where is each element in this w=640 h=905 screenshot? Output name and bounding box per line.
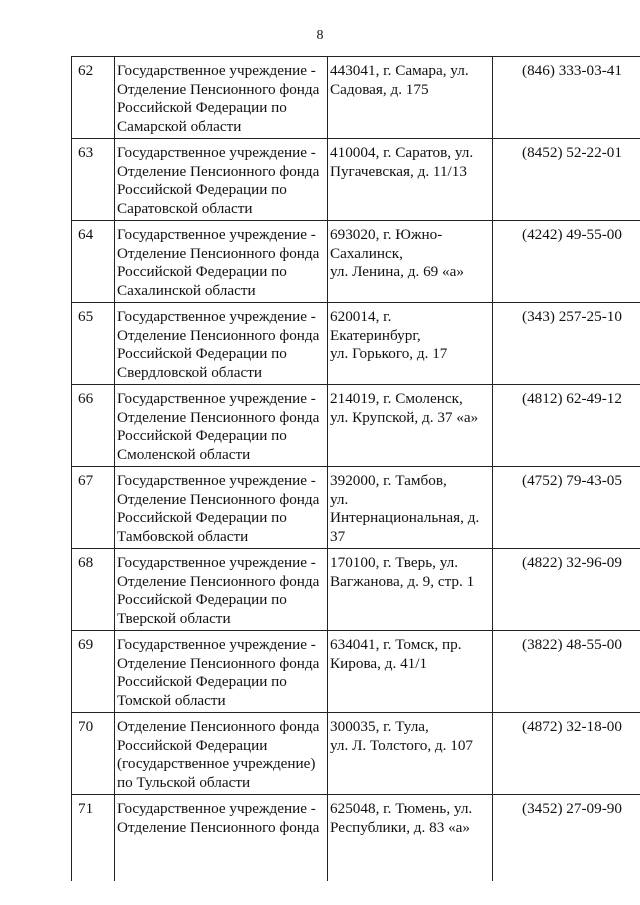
row-number: 70 [72, 713, 115, 795]
phone-cell [493, 713, 640, 795]
phone-cell [493, 303, 640, 385]
organization-name-cell [115, 549, 328, 631]
organization-name-cell [115, 385, 328, 467]
phone-cell [493, 139, 640, 221]
organization-name: Государственное учреждение - Отделение Пенсионного фонда Российской Федерации по Томской области [117, 636, 320, 709]
organization-name-cell [115, 713, 328, 795]
address: 392000, г. Тамбов, ул. Интернациональная, д. 37 [330, 472, 480, 545]
phone-cell [493, 631, 640, 713]
organization-name: Отделение Пенсионного фонда Российской Федерации (государственное учреждение) по Тульской области [117, 718, 320, 791]
table-row [72, 139, 640, 221]
phone-cell [493, 467, 640, 549]
row-number: 71 [72, 795, 115, 881]
table-row [72, 713, 640, 795]
address: 170100, г. Тверь, ул. Вагжанова, д. 9, стр. 1 [330, 554, 475, 590]
address-cell [328, 467, 493, 549]
organization-name-cell [115, 303, 328, 385]
organization-name-cell [115, 467, 328, 549]
table-row [72, 221, 640, 303]
phone: (4872) 32-18-00 [522, 718, 622, 735]
table-row [72, 467, 640, 549]
row-number: 65 [72, 303, 115, 385]
organization-name: Государственное учреждение - Отделение Пенсионного фонда [117, 800, 320, 836]
table-row [72, 549, 640, 631]
pension-fund-offices-table [71, 56, 640, 881]
address-cell [328, 303, 493, 385]
organization-name: Государственное учреждение - Отделение Пенсионного фонда Российской Федерации по Тамбовской области [117, 472, 320, 545]
organization-name-cell [115, 57, 328, 139]
phone-cell [493, 221, 640, 303]
row-number: 62 [72, 57, 115, 139]
organization-name: Государственное учреждение - Отделение Пенсионного фонда Российской Федерации по Свердловской области [117, 308, 320, 381]
address-cell [328, 631, 493, 713]
table-row [72, 385, 640, 467]
organization-name: Государственное учреждение - Отделение Пенсионного фонда Российской Федерации по Тверской области [117, 554, 320, 627]
phone: (343) 257-25-10 [522, 308, 622, 325]
phone: (3822) 48-55-00 [522, 636, 622, 653]
address: 634041, г. Томск, пр. Кирова, д. 41/1 [330, 636, 462, 672]
organization-name-cell [115, 631, 328, 713]
phone: (8452) 52-22-01 [522, 144, 622, 161]
row-number: 64 [72, 221, 115, 303]
phone-cell [493, 385, 640, 467]
table-row [72, 631, 640, 713]
address-cell [328, 139, 493, 221]
phone: (4242) 49-55-00 [522, 226, 622, 243]
phone: (846) 333-03-41 [522, 62, 622, 79]
organization-name: Государственное учреждение - Отделение Пенсионного фонда Российской Федерации по Самарской области [117, 62, 320, 135]
address-cell [328, 385, 493, 467]
organization-name-cell [115, 221, 328, 303]
address-cell [328, 795, 493, 881]
address: 410004, г. Саратов, ул. Пугачевская, д. 11/13 [330, 144, 474, 180]
address: 693020, г. Южно- Сахалинск, ул. Ленина, д. 69 «а» [330, 226, 464, 280]
address-cell [328, 221, 493, 303]
row-number: 66 [72, 385, 115, 467]
organization-name: Государственное учреждение - Отделение Пенсионного фонда Российской Федерации по Сахалинской области [117, 226, 320, 299]
organization-name-cell [115, 795, 328, 881]
phone: (3452) 27-09-90 [522, 800, 622, 817]
row-number: 63 [72, 139, 115, 221]
organization-name-cell [115, 139, 328, 221]
address-cell [328, 713, 493, 795]
address-cell [328, 549, 493, 631]
row-number: 69 [72, 631, 115, 713]
page-number: 8 [316, 28, 324, 43]
address: 443041, г. Самара, ул. Садовая, д. 175 [330, 62, 469, 98]
row-number: 68 [72, 549, 115, 631]
table-row [72, 795, 640, 881]
table-row [72, 57, 640, 139]
table-body [72, 57, 640, 881]
phone-cell [493, 57, 640, 139]
address: 620014, г. Екатеринбург, ул. Горького, д. 17 [330, 308, 448, 362]
address: 625048, г. Тюмень, ул. Республики, д. 83 «а» [330, 800, 473, 836]
organization-name: Государственное учреждение - Отделение Пенсионного фонда Российской Федерации по Смоленской области [117, 390, 320, 463]
phone: (4752) 79-43-05 [522, 472, 622, 489]
address: 214019, г. Смоленск, ул. Крупской, д. 37 «а» [330, 390, 479, 426]
phone-cell [493, 549, 640, 631]
phone: (4822) 32-96-09 [522, 554, 622, 571]
table-row [72, 303, 640, 385]
row-number: 67 [72, 467, 115, 549]
address: 300035, г. Тула, ул. Л. Толстого, д. 107 [330, 718, 474, 754]
phone-cell [493, 795, 640, 881]
phone: (4812) 62-49-12 [522, 390, 622, 407]
organization-name: Государственное учреждение - Отделение Пенсионного фонда Российской Федерации по Саратовской области [117, 144, 320, 217]
address-cell [328, 57, 493, 139]
